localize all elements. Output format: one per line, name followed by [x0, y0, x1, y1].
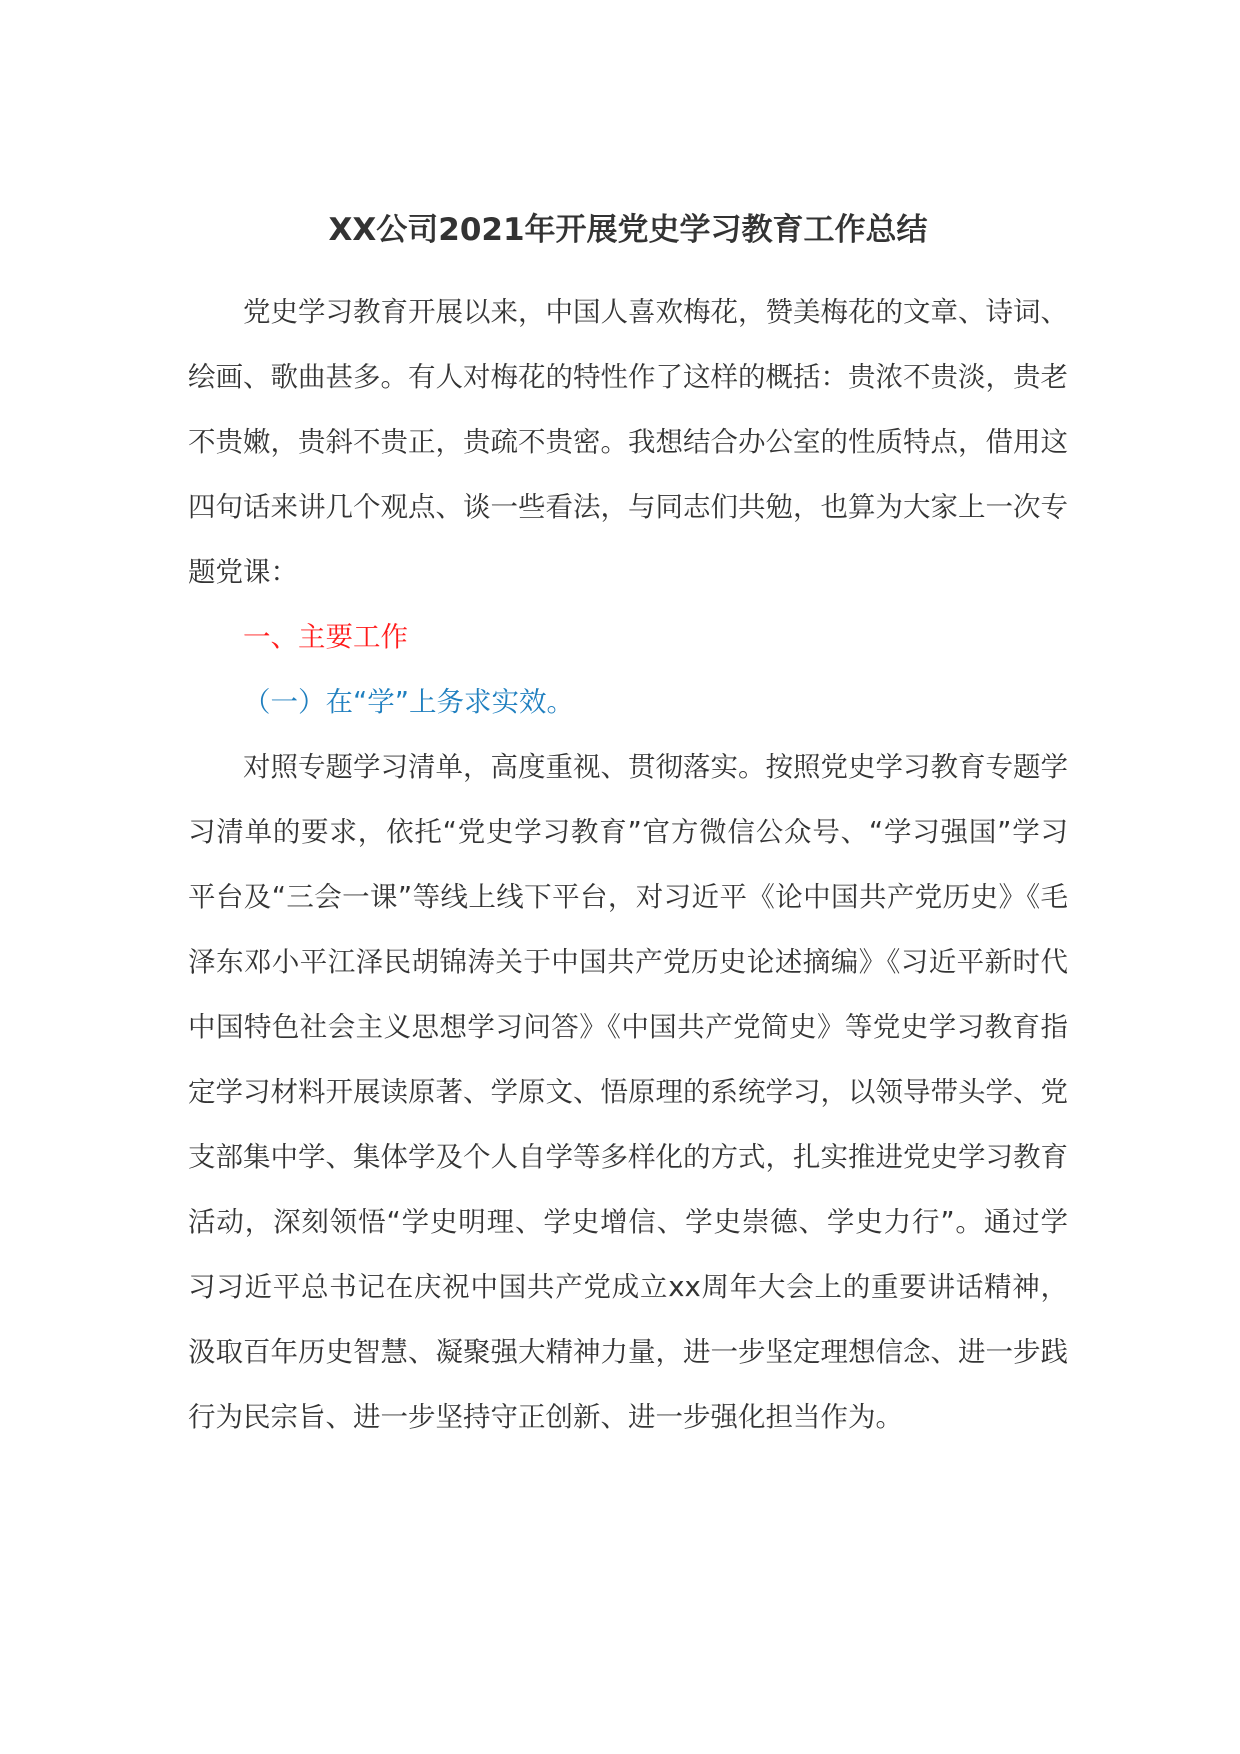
subsection-heading: （一）在“学”上务求实效。 — [243, 686, 574, 718]
document-title: XX公司2021年开展党史学习教育工作总结 — [328, 212, 928, 248]
intro-paragraph: 党史学习教育开展以来，中国人喜欢梅花，赞美梅花的文章、诗词、绘画、歌曲甚多。有人对梅花的特性作了这样的概括：贵浓不贵淡，贵老不贵嫩，贵斜不贵正，贵疏不贵密。我想结合办公室的性质特点，借用这四句话来讲几个观点、谈一些看法，与同志们共勉，也算为大家上一次专题党课： — [188, 296, 1068, 588]
body-paragraph: 对照专题学习清单，高度重视、贯彻落实。按照党史学习教育专题学习清单的要求，依托“党史学习教育”官方微信公众号、“学习强国”学习平台及“三会一课”等线上线下平台，对习近平《论中国共产党历史》《毛泽东邓小平江泽民胡锦涛关于中国共产党历史论述摘编》《习近平新时代中国特色社会主义思想学习问答》《中国共产党简史》等党史学习教育指定学习材料开展读原著、学原文、悟原理的系统学习，以领导带头学、党支部集中学、集体学及个人自学等多样化的方式，扎实推进党史学习教育活动，深刻领悟“学史明理、学史增信、学史崇德、学史力行”。通过学习习近平总书记在庆祝中国共产党成立xx周年大会上的重要讲话精神，汲取百年历史智慧、凝聚强大精神力量，进一步坚定理想信念、进一步践行为民宗旨、进一步坚持守正创新、进一步强化担当作为。 — [188, 751, 1068, 1433]
document-page — [188, 190, 1068, 1450]
section-heading: 一、主要工作 — [243, 621, 408, 653]
